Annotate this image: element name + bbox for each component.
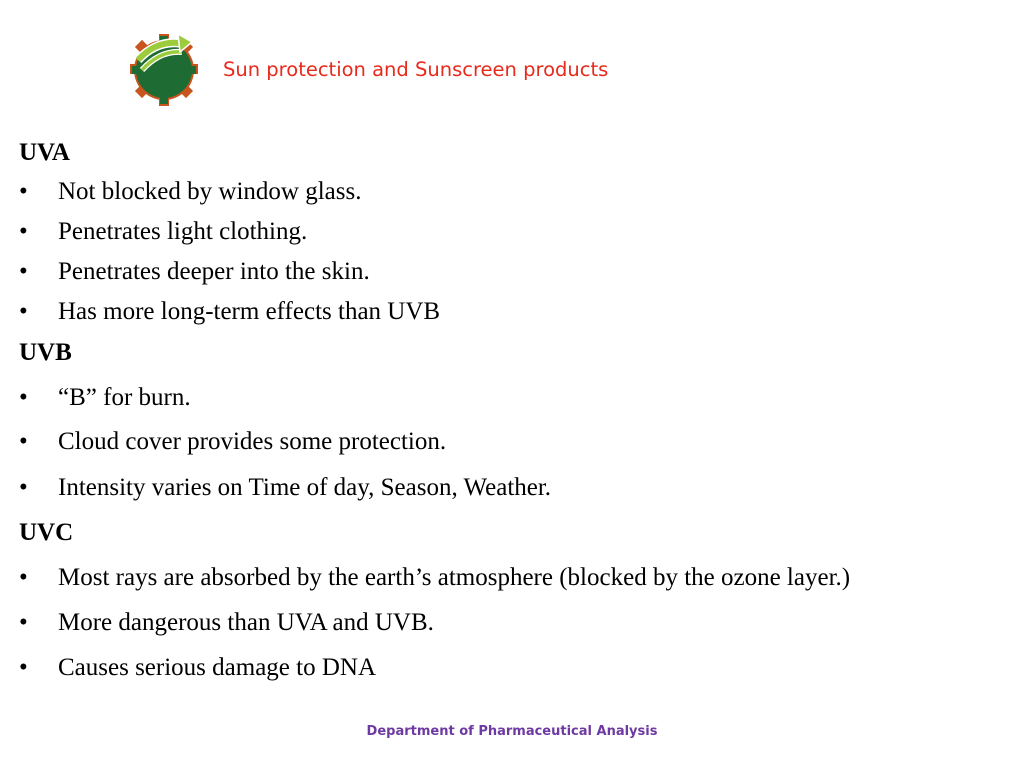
bullet-icon: • (19, 178, 28, 205)
bullet-icon: • (19, 428, 28, 455)
list-item-text: Not blocked by window glass. (58, 178, 362, 205)
list-item-text: Most rays are absorbed by the earth’s atmosphere (blocked by the ozone layer.) (58, 564, 851, 591)
list-item-text: Intensity varies on Time of day, Season, Weather. (58, 474, 552, 501)
footer-department: Department of Pharmaceutical Analysis (366, 724, 658, 739)
list-item-text: Has more long-term effects than UVB (58, 298, 441, 325)
bullet-icon: • (19, 218, 28, 245)
bullet-icon: • (19, 609, 28, 636)
list-item-text: Penetrates deeper into the skin. (58, 258, 370, 285)
bullet-icon: • (19, 298, 28, 325)
bullet-icon: • (19, 258, 28, 285)
section-heading-uva: UVA (19, 139, 70, 166)
section-heading-uvc: UVC (19, 519, 74, 546)
bullet-icon: • (19, 474, 28, 501)
bullet-icon: • (19, 384, 28, 411)
bullet-icon: • (19, 564, 28, 591)
section-heading-uvb: UVB (19, 339, 72, 366)
list-item-text: Cloud cover provides some protection. (58, 428, 447, 455)
bullet-icon: • (19, 654, 28, 681)
list-item-text: More dangerous than UVA and UVB. (58, 609, 434, 636)
page-title: Sun protection and Sunscreen products (223, 58, 609, 81)
list-item-text: Penetrates light clothing. (58, 218, 308, 245)
list-item-text: “B” for burn. (58, 384, 191, 411)
list-item-text: Causes serious damage to DNA (58, 654, 376, 681)
gear-arrow-logo-icon (128, 30, 200, 108)
